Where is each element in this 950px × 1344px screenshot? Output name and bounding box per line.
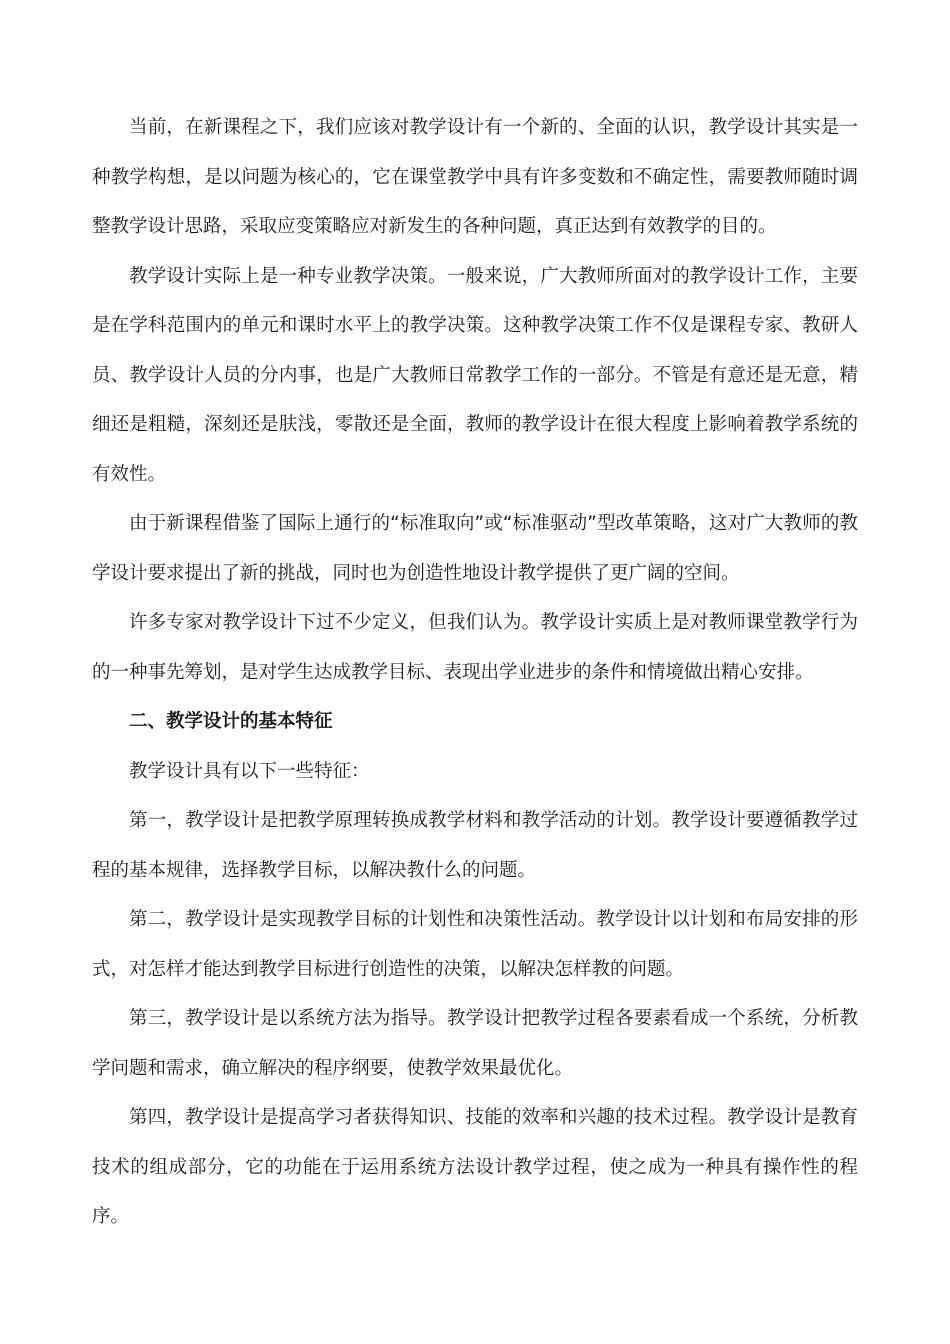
paragraph-5: 教学设计具有以下一些特征： [129, 760, 370, 782]
paragraph-6: 第一，教学设计是把教学原理转换成教学材料和教学活动的计划。教学设计要遵循教学过程的基本规律，选择教学目标，以解决教什么的问题。 [92, 810, 858, 881]
paragraph-2: 教学设计实际上是一种专业教学决策。一般来说，广大教师所面对的教学设计工作，主要是在学科范围内的单元和课时水平上的教学决策。这种教学决策工作不仅是课程专家、教研人员、教学设计人员的分内事，也是广大教师日常教学工作的一部分。不管是有意还是无意，精细还是粗糙，深刻还是肤浅，零散还是全面，教师的教学设计在很大程度上影响着教学系统的有效性。 [92, 265, 858, 485]
paragraph-4: 许多专家对教学设计下过不少定义，但我们认为。教学设计实质上是对教师课堂教学行为的一种事先筹划，是对学生达成教学目标、表现出学业进步的条件和情境做出精心安排。 [92, 612, 858, 683]
paragraph-7: 第二，教学设计是实现教学目标的计划性和决策性活动。教学设计以计划和布局安排的形式，对怎样才能达到教学目标进行创造性的决策，以解决怎样教的问题。 [92, 909, 858, 980]
document-page [92, 103, 858, 1242]
paragraph-8: 第三，教学设计是以系统方法为指导。教学设计把教学过程各要素看成一个系统，分析教学问题和需求，确立解决的程序纲要，使教学效果最优化。 [92, 1008, 858, 1079]
paragraph-1: 当前，在新课程之下，我们应该对教学设计有一个新的、全面的认识，教学设计其实是一种教学构想，是以问题为核心的，它在课堂教学中具有许多变数和不确定性，需要教师随时调整教学设计思路，采取应变策略应对新发生的各种问题，真正达到有效教学的目的。 [92, 117, 858, 237]
paragraph-3: 由于新课程借鉴了国际上通行的“标准取向”或“标准驱动”型改革策略，这对广大教师的教学设计要求提出了新的挑战，同时也为创造性地设计教学提供了更广阔的空间。 [92, 513, 858, 584]
section-heading: 二、教学设计的基本特征 [129, 711, 333, 732]
paragraph-9: 第四，教学设计是提高学习者获得知识、技能的效率和兴趣的技术过程。教学设计是教育技术的组成部分，它的功能在于运用系统方法设计教学过程，使之成为一种具有操作性的程序。 [92, 1107, 858, 1227]
